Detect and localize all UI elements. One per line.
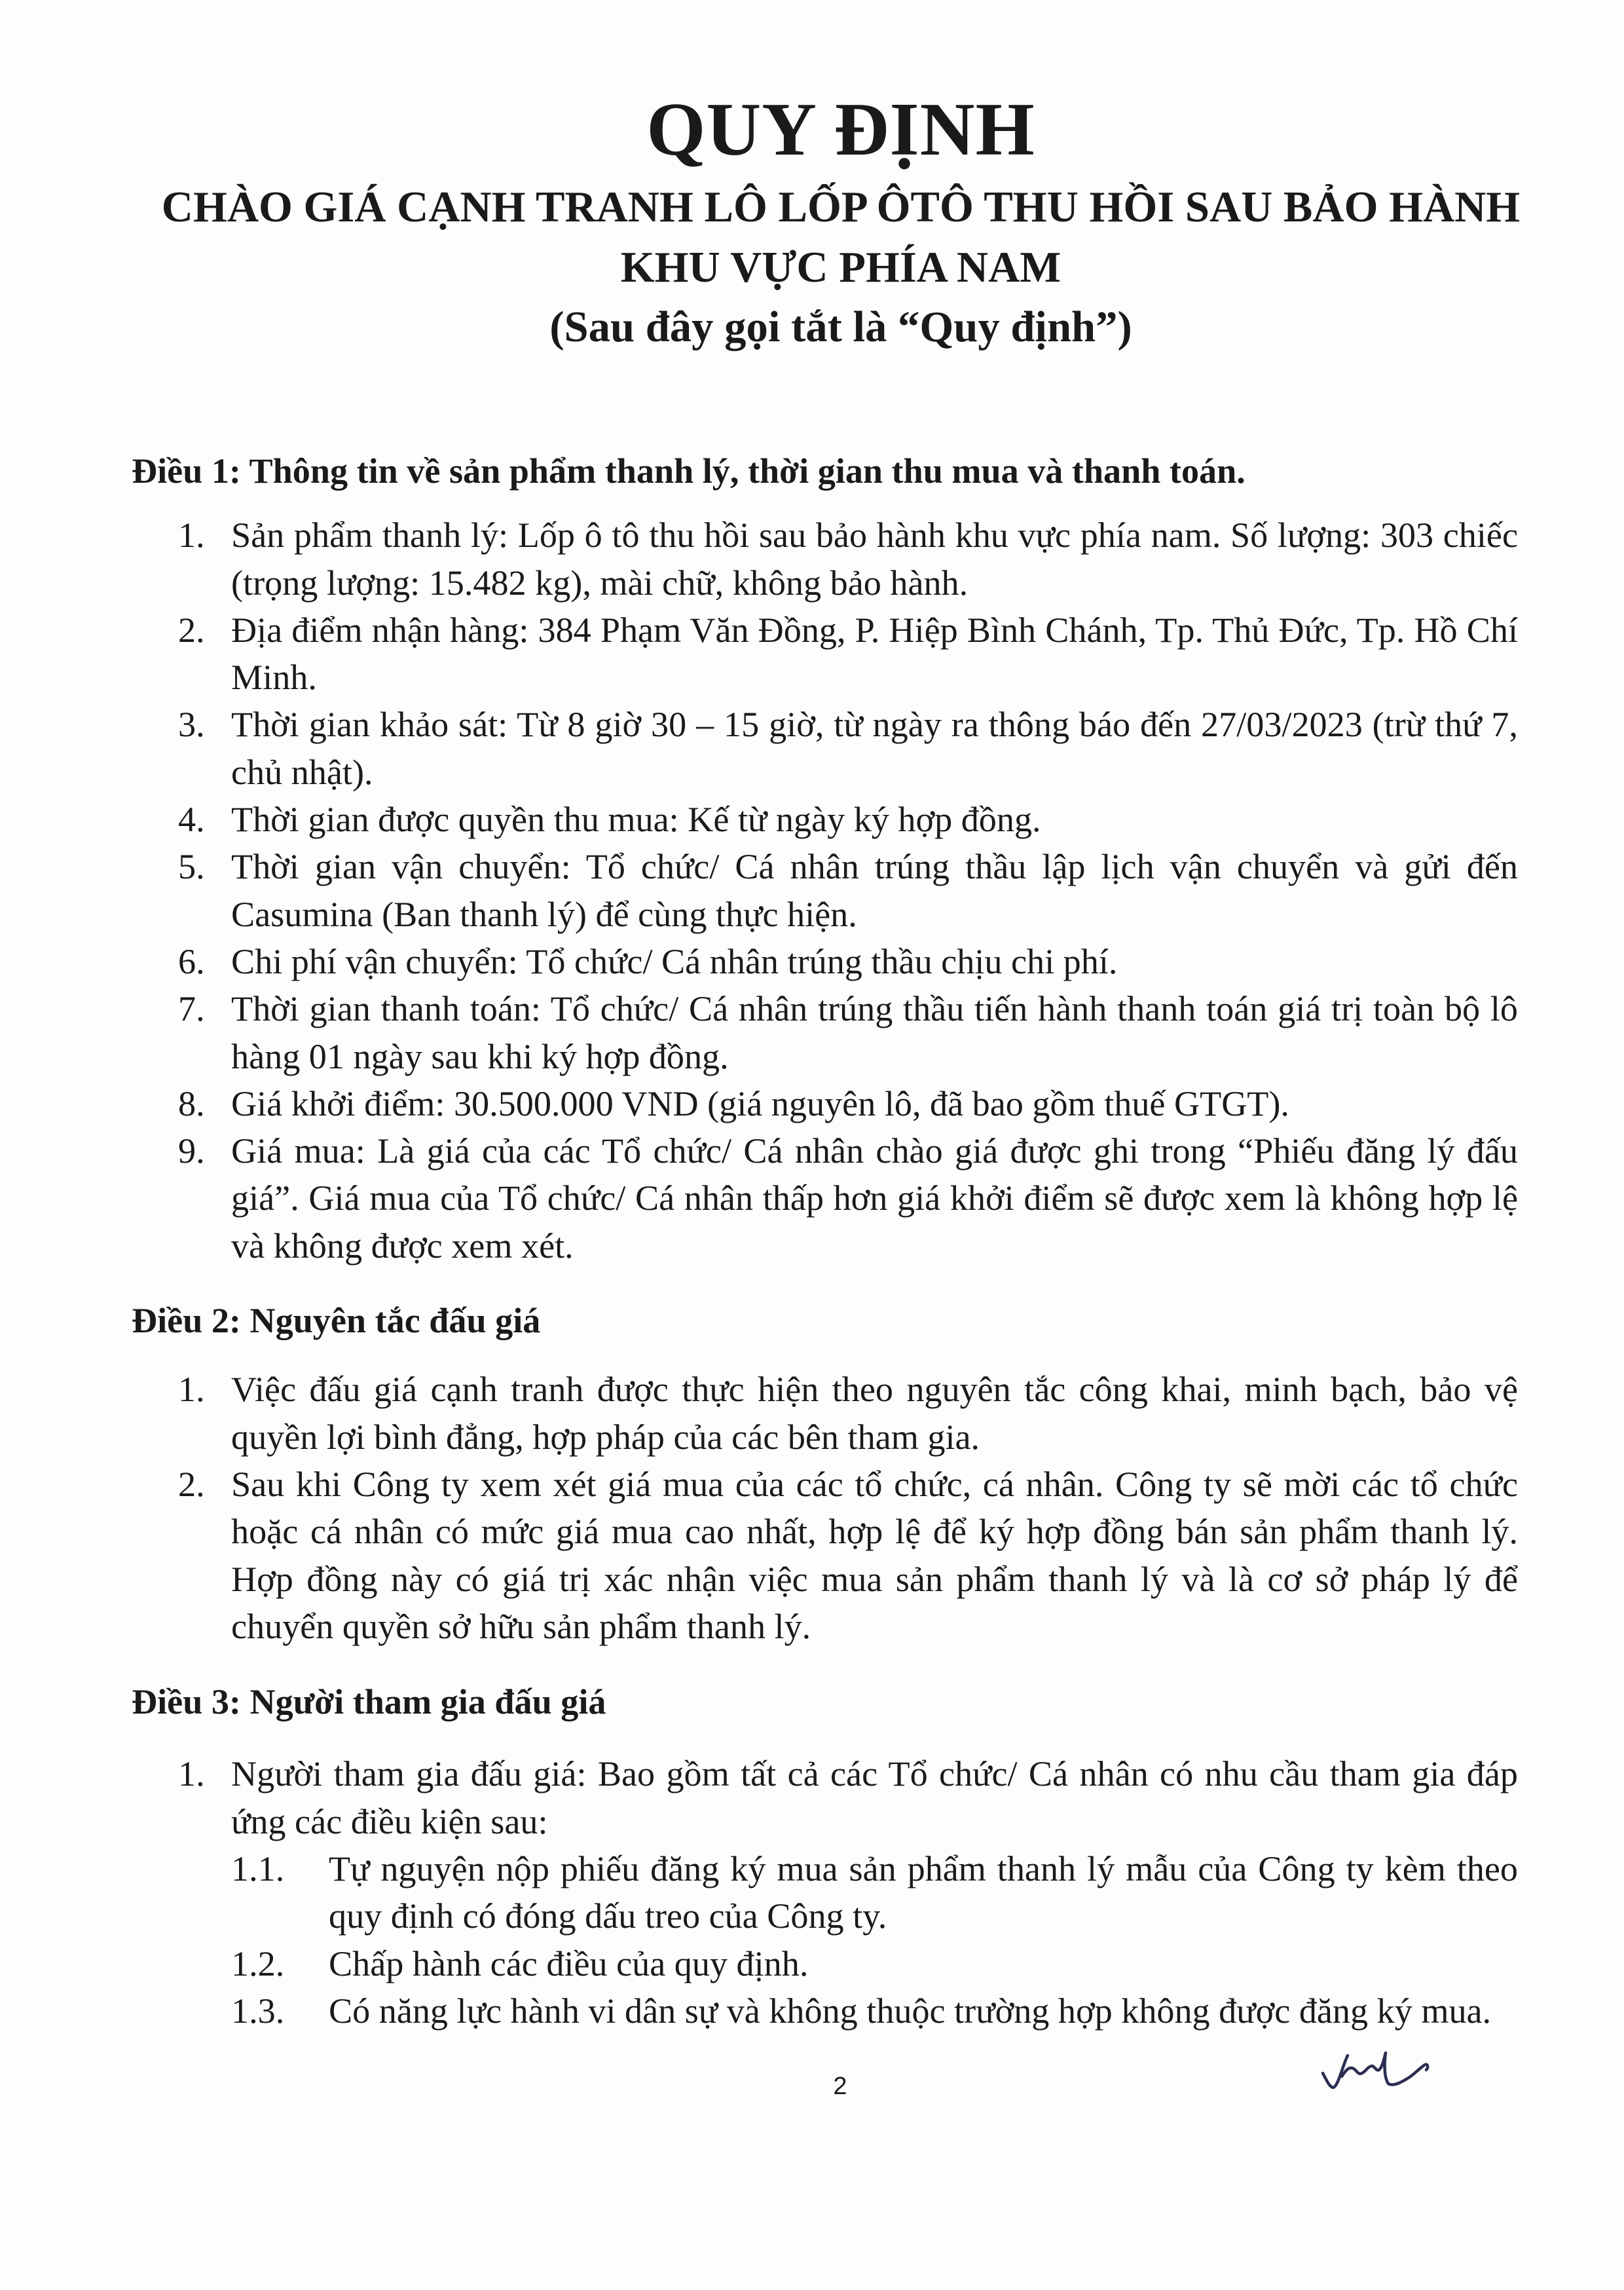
sub-list-item xyxy=(132,1987,1518,2035)
item-text: Thời gian được quyền thu mua: Kế từ ngày ký hợp đồng. xyxy=(231,800,1041,840)
document-body xyxy=(132,447,1518,2035)
list-item xyxy=(132,1461,1518,1650)
item-text: Thời gian vận chuyển: Tổ chức/ Cá nhân trúng thầu lập lịch vận chuyển và gửi đến Casumina (Ban thanh lý) để cùng thực hiện. xyxy=(231,847,1518,934)
title-block xyxy=(58,87,1624,358)
sub-item-number: 1.3. xyxy=(231,1991,285,2031)
list-item xyxy=(132,1750,1518,1845)
item-number: 6. xyxy=(178,941,205,981)
subtitle-line: KHU VỰC PHÍA NAM xyxy=(620,243,1061,291)
list-item xyxy=(132,985,1518,1080)
sub-list-item xyxy=(132,1845,1518,1940)
list-item xyxy=(132,796,1518,843)
item-text: Thời gian thanh toán: Tổ chức/ Cá nhân trúng thầu tiến hành thanh toán giá trị toàn bộ lô hàng 01 ngày sau khi ký hợp đồng. xyxy=(231,989,1518,1076)
document-title: QUY ĐỊNH xyxy=(646,88,1035,172)
item-text: Sản phẩm thanh lý: Lốp ô tô thu hồi sau bảo hành khu vực phía nam. Số lượng: 303 chiếc (trọng lượng: 15.482 kg), mài chữ, không bảo hành. xyxy=(231,516,1518,603)
item-text: Địa điểm nhận hàng: 384 Phạm Văn Đồng, P. Hiệp Bình Chánh, Tp. Thủ Đức, Tp. Hồ Chí Minh. xyxy=(231,610,1518,698)
item-number: 1. xyxy=(178,1754,205,1794)
list-item xyxy=(132,1366,1518,1461)
item-number: 3. xyxy=(178,705,205,745)
list-item xyxy=(132,938,1518,985)
sub-item-text: Chấp hành các điều của quy định. xyxy=(329,1943,809,1983)
item-text: Sau khi Công ty xem xét giá mua của các tổ chức, cá nhân. Công ty sẽ mời các tổ chức hoặc cá nhân có mức giá mua cao nhất, hợp lệ để ký hợp đồng bán sản phẩm thanh lý. Hợp đồng này có giá trị xác nhận việc mua sản phẩm thanh lý và là cơ sở pháp lý để chuyển quyền sở hữu sản phẩm thanh lý. xyxy=(231,1464,1518,1646)
list-item xyxy=(132,843,1518,938)
document-subtitle xyxy=(58,178,1624,358)
article-1 xyxy=(132,447,1518,1269)
list-item xyxy=(132,512,1518,607)
signature xyxy=(1316,2042,1441,2103)
article-heading: Điều 2: Nguyên tắc đấu giá xyxy=(132,1301,541,1341)
list-item xyxy=(132,701,1518,796)
item-text: Người tham gia đấu giá: Bao gồm tất cả các Tổ chức/ Cá nhân có nhu cầu tham gia đáp ứng các điều kiện sau: xyxy=(231,1754,1518,1841)
sub-item-number: 1.1. xyxy=(231,1849,285,1889)
item-number: 7. xyxy=(178,989,205,1029)
article-heading: Điều 1: Thông tin về sản phẩm thanh lý, thời gian thu mua và thanh toán. xyxy=(132,451,1246,491)
item-number: 2. xyxy=(178,1464,205,1504)
item-number: 8. xyxy=(178,1083,205,1123)
sub-item-number: 1.2. xyxy=(231,1943,285,1983)
item-text: Giá mua: Là giá của các Tổ chức/ Cá nhân chào giá được ghi trong “Phiếu đăng lý đấu giá”. Giá mua của Tổ chức/ Cá nhân thấp hơn giá khởi điểm sẽ được xem là không hợp lệ và không được xem xét. xyxy=(231,1131,1518,1266)
item-number: 1. xyxy=(178,1370,205,1410)
item-number: 1. xyxy=(178,516,205,555)
list-item xyxy=(132,1127,1518,1269)
page-number: 2 xyxy=(833,2073,847,2100)
item-number: 5. xyxy=(178,847,205,887)
item-number: 2. xyxy=(178,610,205,650)
article-heading: Điều 3: Người tham gia đấu giá xyxy=(132,1682,606,1722)
subtitle-line: CHÀO GIÁ CẠNH TRANH LÔ LỐP ÔTÔ THU HỒI SAU BẢO HÀNH xyxy=(161,183,1521,231)
item-text: Việc đấu giá cạnh tranh được thực hiện theo nguyên tắc công khai, minh bạch, bảo vệ quyền lợi bình đẳng, hợp pháp của các bên tham gia. xyxy=(231,1370,1518,1457)
sub-item-text: Tự nguyện nộp phiếu đăng ký mua sản phẩm thanh lý mẫu của Công ty kèm theo quy định có đóng dấu treo của Công ty. xyxy=(329,1849,1518,1936)
list-item xyxy=(132,1080,1518,1127)
item-number: 4. xyxy=(178,800,205,840)
item-text: Chi phí vận chuyển: Tổ chức/ Cá nhân trúng thầu chịu chi phí. xyxy=(231,941,1118,981)
item-number: 9. xyxy=(178,1131,205,1171)
article-2 xyxy=(132,1297,1518,1650)
item-text: Thời gian khảo sát: Từ 8 giờ 30 – 15 giờ, từ ngày ra thông báo đến 27/03/2023 (trừ thứ 7, chủ nhật). xyxy=(231,705,1518,792)
sub-item-text: Có năng lực hành vi dân sự và không thuộc trường hợp không được đăng ký mua. xyxy=(329,1991,1492,2031)
article-3 xyxy=(132,1678,1518,2035)
list-item xyxy=(132,607,1518,702)
subtitle-line: (Sau đây gọi tắt là “Quy định”) xyxy=(549,303,1132,351)
sub-list-item xyxy=(132,1940,1518,1987)
item-text: Giá khởi điểm: 30.500.000 VND (giá nguyên lô, đã bao gồm thuế GTGT). xyxy=(231,1083,1289,1123)
